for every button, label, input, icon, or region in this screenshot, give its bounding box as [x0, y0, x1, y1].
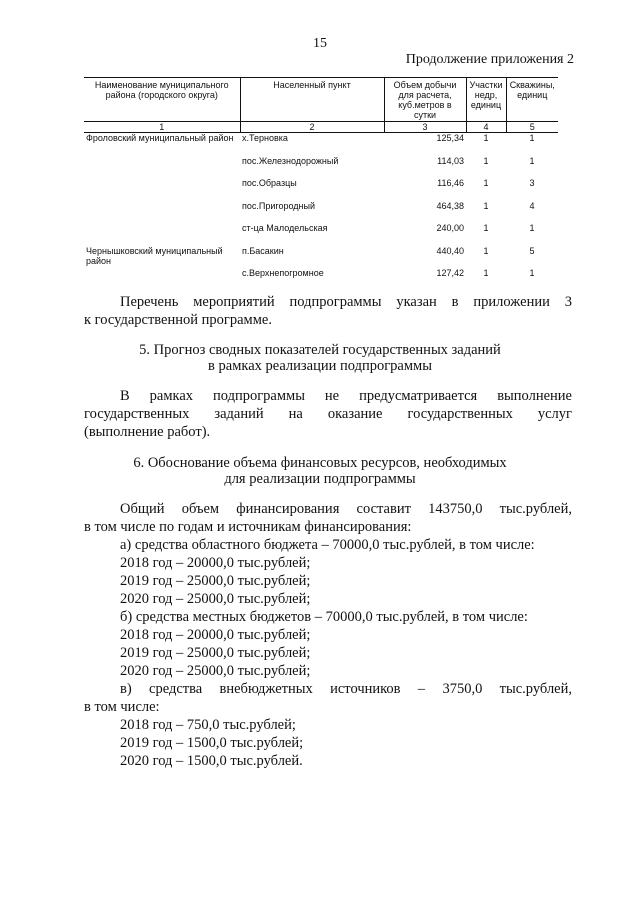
year-amount: 2020 год – 25000,0 тыс.рублей; — [120, 591, 311, 607]
year-amount: 2018 год – 20000,0 тыс.рублей; — [120, 555, 311, 571]
cell-volume: 114,03 — [437, 155, 464, 166]
table-row — [84, 133, 558, 156]
header-volume: Объем добычи для расчета, куб.метров в сутки — [384, 78, 466, 122]
cell-wells: 5 — [529, 245, 535, 256]
year-amount: 2019 год – 25000,0 тыс.рублей; — [120, 573, 311, 589]
col-number: 3 — [384, 122, 466, 133]
year-amount: 2018 год – 20000,0 тыс.рублей; — [120, 627, 311, 643]
cell-settlement: ст-ца Малодельская — [242, 223, 328, 233]
cell-district: Чернышковский муниципальный район — [86, 245, 223, 266]
paragraph-line: (выполнение работ). — [84, 424, 211, 440]
section-6-heading — [0, 455, 640, 487]
cell-plots: 1 — [483, 200, 489, 211]
cell-plots: 1 — [483, 268, 489, 278]
cell-volume: 440,40 — [436, 245, 464, 256]
cell-district — [84, 156, 240, 179]
cell-district — [84, 268, 240, 291]
col-number: 2 — [240, 122, 384, 133]
financing-block — [84, 500, 572, 770]
financing-intro-line: Общий объем финансирования составит 143750,0 тыс.рублей, — [120, 501, 572, 517]
paragraph-line: В рамках подпрограммы не предусматривается выполнение — [120, 388, 572, 404]
paragraph-state-tasks — [84, 387, 572, 441]
heading-line: 5. Прогноз сводных показателей государственных заданий — [139, 342, 501, 358]
col-number: 4 — [466, 122, 506, 133]
year-amount: 2020 год – 25000,0 тыс.рублей; — [120, 663, 311, 679]
cell-wells: 4 — [529, 200, 535, 211]
paragraph-line: к государственной программе. — [84, 312, 272, 328]
col-number: 5 — [506, 122, 558, 133]
header-district: Наименование муниципального района (городского округа) — [84, 78, 240, 122]
cell-plots: 1 — [483, 245, 489, 256]
cell-settlement: п.Басакин — [242, 245, 284, 256]
paragraph-line: государственных заданий на оказание государственных услуг — [84, 406, 572, 422]
cell-settlement: с.Верхнепогромное — [242, 268, 324, 278]
cell-wells: 3 — [529, 178, 535, 188]
cell-settlement: пос.Образцы — [242, 178, 297, 188]
cell-plots: 1 — [483, 133, 489, 143]
cell-wells: 1 — [529, 133, 535, 143]
year-amount: 2018 год – 750,0 тыс.рублей; — [120, 717, 296, 733]
table-header-row — [84, 78, 558, 122]
table-row — [84, 268, 558, 291]
extrabudgetary-heading: в том числе: — [84, 699, 160, 715]
cell-volume: 240,00 — [436, 223, 464, 233]
paragraph-activities — [84, 293, 572, 329]
page-number: 15 — [313, 36, 327, 51]
cell-district — [84, 223, 240, 246]
cell-volume: 127,42 — [436, 268, 464, 278]
heading-line: в рамках реализации подпрограммы — [208, 358, 432, 374]
header-wells: Скважины, единиц — [506, 78, 558, 122]
cell-settlement: пос.Железнодорожный — [242, 155, 339, 166]
cell-volume: 125,34 — [436, 133, 464, 143]
table-column-numbers — [84, 122, 558, 133]
table-row — [84, 178, 558, 201]
cell-volume: 464,38 — [436, 200, 464, 211]
cell-district — [84, 178, 240, 201]
header-plots: Участки недр, единиц — [466, 78, 506, 122]
cell-plots: 1 — [483, 155, 489, 166]
regional-budget-heading: а) средства областного бюджета – 70000,0 тыс.рублей, в том числе: — [120, 537, 535, 553]
cell-wells: 1 — [529, 268, 535, 278]
cell-wells: 1 — [529, 223, 535, 233]
col-number: 1 — [84, 122, 240, 133]
cell-settlement: пос.Пригородный — [242, 200, 316, 211]
year-amount: 2019 год – 1500,0 тыс.рублей; — [120, 735, 304, 751]
wells-table — [84, 77, 558, 291]
cell-wells: 1 — [529, 155, 535, 166]
cell-settlement: х.Терновка — [242, 133, 288, 143]
cell-plots: 1 — [483, 178, 489, 188]
year-amount: 2020 год – 1500,0 тыс.рублей. — [120, 753, 303, 769]
heading-line: для реализации подпрограммы — [224, 471, 416, 487]
extrabudgetary-heading: в) средства внебюджетных источников – 3750,0 тыс.рублей, — [120, 681, 572, 697]
appendix-label: Продолжение приложения 2 — [405, 52, 574, 67]
table-row — [84, 246, 558, 269]
paragraph-line: Перечень мероприятий подпрограммы указан в приложении 3 — [120, 294, 572, 310]
financing-intro-line: в том числе по годам и источникам финансирования: — [84, 519, 412, 535]
local-budget-heading: б) средства местных бюджетов – 70000,0 тыс.рублей, в том числе: — [120, 609, 528, 625]
cell-plots: 1 — [483, 223, 489, 233]
heading-line: 6. Обоснование объема финансовых ресурсов, необходимых — [133, 455, 507, 471]
cell-district — [84, 201, 240, 224]
cell-volume: 116,46 — [437, 178, 464, 188]
year-amount: 2019 год – 25000,0 тыс.рублей; — [120, 645, 311, 661]
table-row — [84, 201, 558, 224]
section-5-heading — [0, 342, 640, 374]
cell-district: Фроловский муниципальный район — [86, 133, 234, 143]
header-settlement: Населенный пункт — [240, 78, 384, 122]
table-row — [84, 223, 558, 246]
table-row — [84, 156, 558, 179]
